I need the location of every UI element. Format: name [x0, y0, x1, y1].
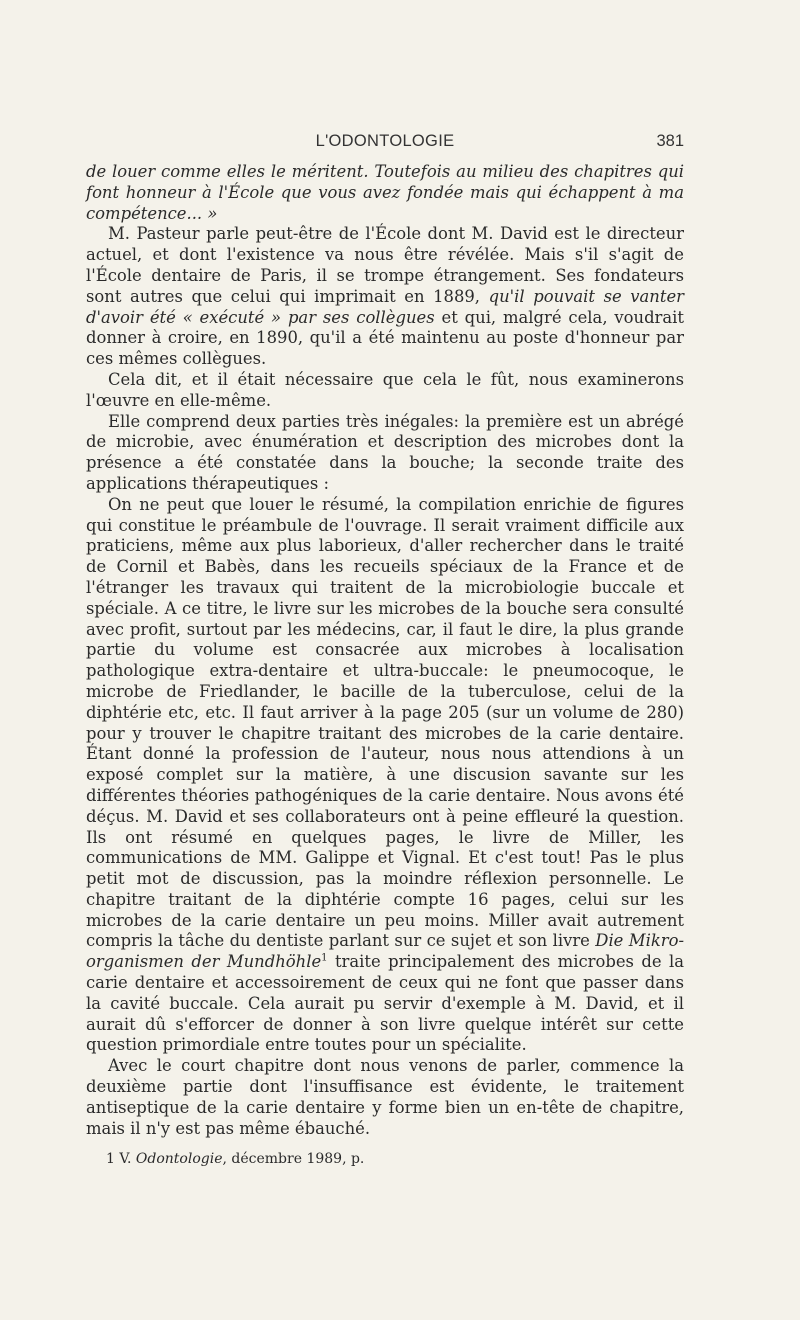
- text-run: et qui, malgré cela, voudrait donner à croire, en 1890, qu'il a été maintenu au poste d'honneur par ces mêmes collègues.: [86, 307, 684, 369]
- footnote-lead: 1 V.: [106, 1151, 136, 1167]
- paragraph: Cela dit, et il était nécessaire que cela le fût, nous examinerons l'œuvre en elle-même.: [86, 369, 684, 410]
- footnote-rest: , décembre 1989, p.: [222, 1151, 365, 1167]
- book-title: Die Mikro-organismen der Mundhöhle: [86, 931, 684, 972]
- footnote-marker: 1: [321, 952, 328, 964]
- text-run: traite principalement des microbes de la carie dentaire et accessoirement de ceux qui ne font que passer dans la cavité buccale. Cela aurait pu servir d'exemple à M. David, et il aurait dû s'efforcer de donner à son livre quelque intérêt sur cette question primordiale entre toutes pour un spécialite.: [86, 952, 684, 1055]
- page-header: [86, 132, 684, 154]
- paragraph: Avec le court chapitre dont nous venons de parler, commence la deuxième partie dont l'insuffisance est évidente, le traitement antiseptique de la carie dentaire y forme bien un en-tête de chapitre, mais il n'y est pas même ébauché.: [86, 1056, 684, 1138]
- running-title: L'ODONTOLOGIE: [315, 132, 455, 150]
- paragraph: de louer comme elles le méritent. Toutefois au milieu des chapitres qui font honneur à l'École que vous avez fondée mais qui échappent à ma compétence... »: [86, 162, 684, 223]
- text-run: On ne peut que louer le résumé, la compilation enrichie de figures qui constitue le préambule de l'ouvrage. Il serait vraiment difficile aux praticiens, même aux plus laborieux, d'aller rechercher dans le traité de Cornil et Babès, dans les recueils spéciaux de la France et de l'étranger les travaux qui traitent de la microbiologie buccale et spéciale. A ce titre, le livre sur les microbes de la bouche sera consulté avec profit, surtout par les médecins, car, il faut le dire, la plus grande partie du volume est consacrée aux microbes à localisation pathologique extra-dentaire et ultra-buccale: le pneumocoque, le microbe de Friedlander, le bacille de la tuberculose, celui de la diphtérie etc, etc. Il faut arriver à la page 205 (sur un volume de 280) pour y trouver le chapitre traitant des microbes de la carie dentaire. Étant donné la profession de l'auteur, nous nous attendions à un exposé complet sur la matière, à une discusion savante sur les différentes théories pathogéniques de la carie dentaire. Nous avons été déçus. M. David et ses collaborateurs ont à peine effleuré la question. Ils ont résumé en quelques pages, le livre de Miller, les communications de MM. Galippe et Vignal. Et c'est tout! Pas le plus petit mot de discussion, pas la moindre réflexion personnelle. Le chapitre traitant de la diphtérie compte 16 pages, celui sur les microbes de la carie dentaire un peu moins. Miller avait autrement compris la tâche du dentiste parlant sur ce sujet et son livre: [86, 494, 684, 951]
- footnote: [86, 1150, 684, 1168]
- paragraph: [86, 495, 684, 1057]
- paragraph: [86, 224, 684, 370]
- italic-quote: qu'il pouvait se vanter d'avoir été « exécuté » par ses collègues: [86, 286, 684, 327]
- page-number: 381: [656, 132, 684, 150]
- paragraph: Elle comprend deux parties très inégales: la première est un abrégé de microbie, avec énumération et description des microbes dont la présence a été constatée dans la bouche; la seconde traite des applications thérapeutiques :: [86, 411, 684, 493]
- article-body: [86, 162, 684, 1139]
- footnote-journal: Odontologie: [135, 1151, 223, 1167]
- text-run: M. Pasteur parle peut-être de l'École dont M. David est le directeur actuel, et dont l'existence va nous être révélée. Mais s'il s'agit de l'École dentaire de Paris, il se trompe étrangement. Ses fondateurs sont autres que celui qui imprimait en 1889,: [86, 224, 684, 306]
